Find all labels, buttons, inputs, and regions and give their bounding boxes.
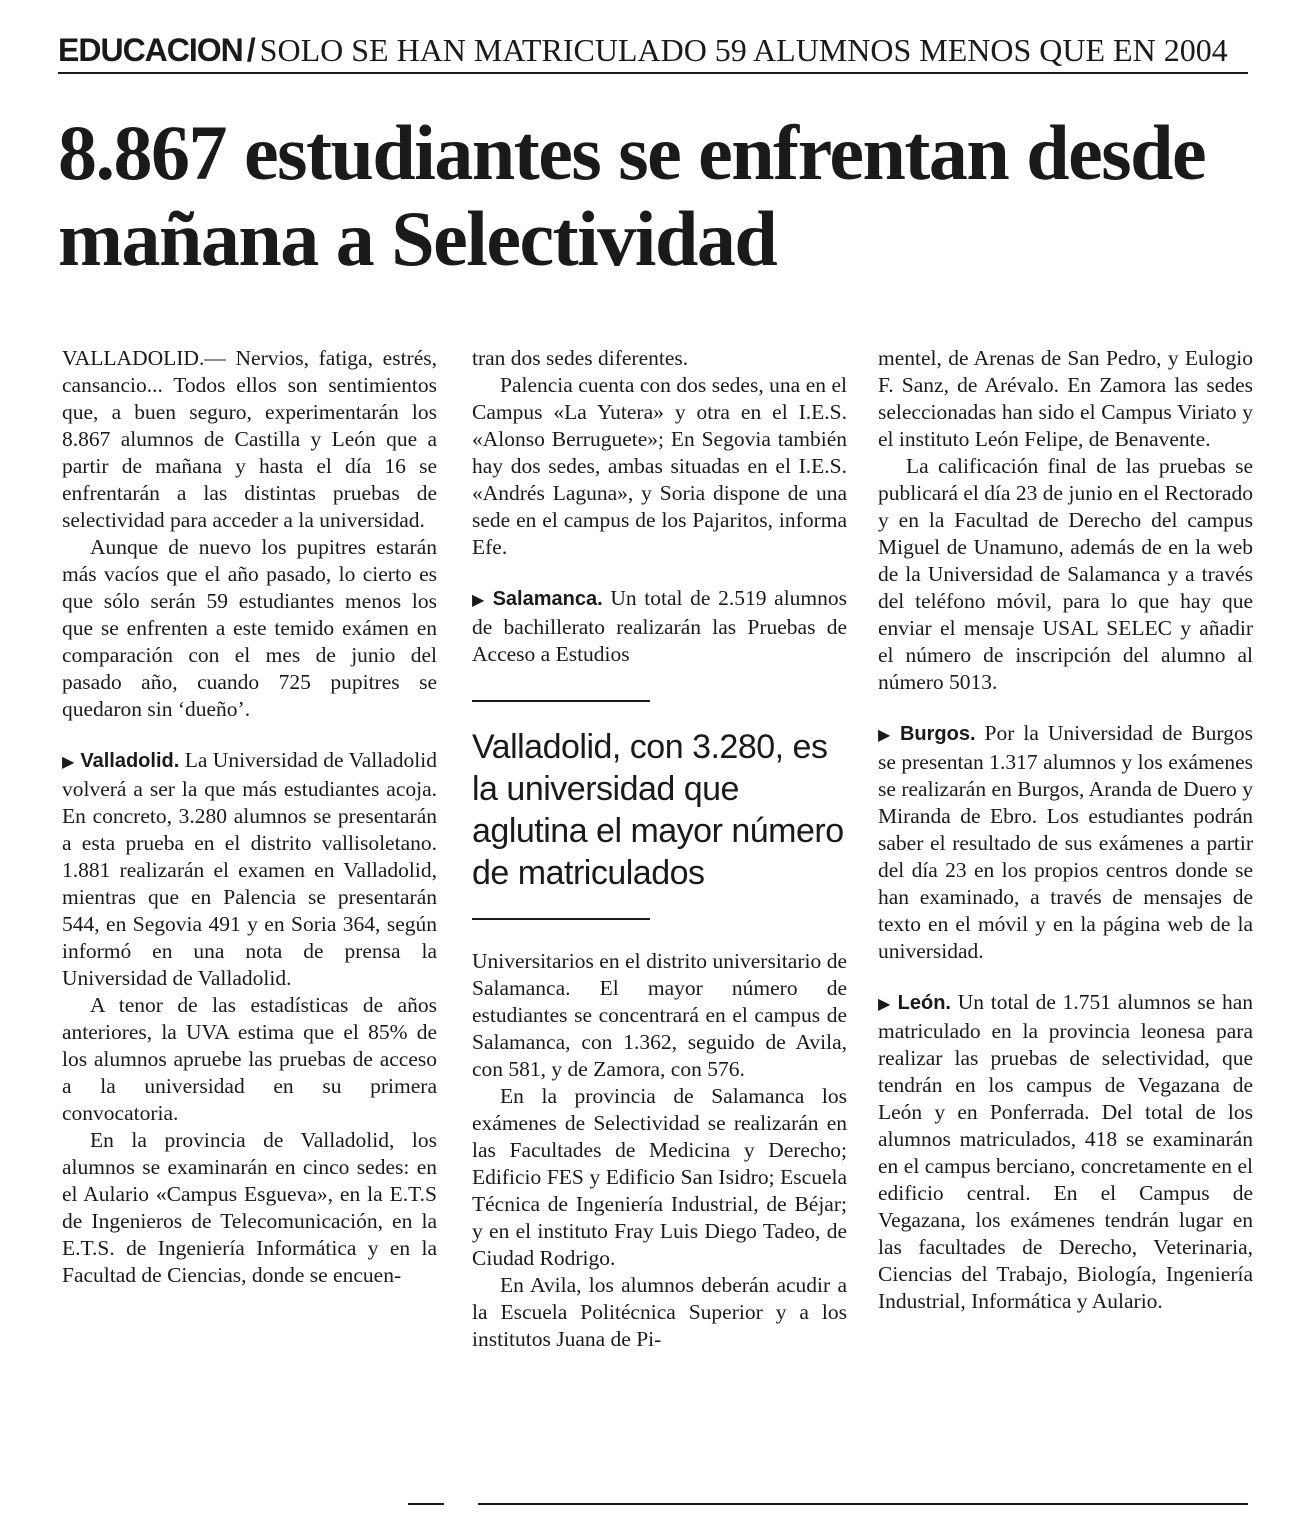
paragraph: En la provincia de Salamanca los exámenes de Selectividad se realizarán en las Facultades de Medicina y Derecho; Edificio FES y Edificio San Isidro; Escuela Técnica de Ingeniería Industrial, de Béjar; y en el instituto Fray Luis Diego Tadeo, de Ciudad Rodrigo. — [472, 1084, 847, 1270]
pullquote-top-rule — [472, 700, 650, 702]
paragraph-leon — [878, 989, 1253, 1315]
bottom-rule-left — [408, 1503, 444, 1505]
paragraph-valladolid — [62, 747, 437, 992]
subhead-valladolid: Valladolid. — [80, 750, 180, 772]
paragraph: VALLADOLID.— Nervios, fatiga, estrés, cansancio... Todos ellos son sentimientos que, a buen seguro, experimentarán los 8.867 alumnos de Castilla y León que a partir de mañana y hasta el día 16 se enfrentarán a las distintas pruebas de selectividad para acceder a la universidad. — [62, 346, 437, 532]
kicker — [58, 30, 1248, 74]
play-triangle-icon: ▶ — [472, 592, 487, 609]
column-3 — [878, 345, 1253, 1315]
pullquote: Valladolid, con 3.280, es la universidad que aglutina el mayor número de matriculados — [472, 728, 844, 892]
paragraph-text: Un total de 2.519 alumnos de bachillerato realizarán las Pruebas de Acceso a Estudios — [472, 586, 848, 666]
paragraph: En Avila, los alumnos deberán acudir a la Escuela Politécnica Superior y a los institutos Juana de Pi- — [472, 1273, 847, 1351]
kicker-subtitle: SOLO SE HAN MATRICULADO 59 ALUMNOS MENOS QUE EN 2004 — [259, 32, 1228, 68]
column-2 — [472, 345, 847, 1353]
subhead-burgos: Burgos. — [899, 723, 976, 745]
paragraph-burgos — [878, 720, 1253, 965]
subhead-salamanca: Salamanca. — [492, 588, 603, 610]
paragraph: Palencia cuenta con dos sedes, una en el Campus «La Yutera» y otra en el I.E.S. «Alonso Berruguete»; En Segovia también hay dos sedes, ambas situadas en el I.E.S. «Andrés Laguna», y Soria dispone de una sede en el campus de los Pajaritos, informa Efe. — [472, 373, 847, 559]
play-triangle-icon: ▶ — [878, 996, 892, 1013]
paragraph-text: La Universidad de Valladolid volverá a ser la que más estudiantes acoja. En concreto, 3.280 alumnos se presentarán a esta prueba en el distrito vallisoletano. 1.881 realizarán el examen en Valladolid, mientras que en Palencia se presentarán 544, en Segovia 491 y en Soria 364, según informó en una nota de prensa la Universidad de Valladolid. — [62, 748, 437, 990]
column-1 — [62, 345, 437, 1289]
paragraph: La calificación final de las pruebas se publicará el día 23 de junio en el Rectorado y en la Facultad de Derecho del campus Miguel de Unamuno, además de en la web de la Universidad de Salamanca y a través del teléfono móvil, para lo que hay que enviar el mensaje USAL SELEC y añadir el número de inscripción del alumno al número 5013. — [878, 454, 1253, 694]
section-label: EDUCACION — [58, 32, 243, 68]
kicker-slash: / — [246, 32, 256, 68]
play-triangle-icon: ▶ — [62, 754, 75, 771]
paragraph: Universitarios en el distrito universitario de Salamanca. El mayor número de estudiantes se concentrará en el campus de Salamanca, con 1.362, seguido de Avila, con 581, y de Zamora, con 576. — [472, 949, 847, 1081]
paragraph: A tenor de las estadísticas de años anteriores, la UVA estima que el 85% de los alumnos apruebe las pruebas de acceso a la universidad en su primera convocatoria. — [62, 993, 437, 1125]
paragraph-salamanca — [472, 585, 847, 668]
paragraph: mentel, de Arenas de San Pedro, y Eulogio F. Sanz, de Arévalo. En Zamora las sedes seleccionadas han sido el Campus Viriato y el instituto León Felipe, de Benavente. — [878, 346, 1253, 451]
play-triangle-icon: ▶ — [878, 727, 894, 744]
paragraph: Aunque de nuevo los pupitres estarán más vacíos que el año pasado, lo cierto es que sólo serán 59 estudiantes menos los que se enfrenten a este temido exámen en comparación con el mes de junio del pasado año, cuando 725 pupitres se quedaron sin ‘dueño’. — [62, 535, 437, 721]
paragraph-text: Un total de 1.751 alumnos se han matriculado en la provincia leonesa para realizar las pruebas de selectividad, que tendrán en los campus de Vegazana de León y en Ponferrada. Del total de los alumnos matriculados, 418 se examinarán en el campus berciano, concretamente en el edificio central. En el Campus de Vegazana, los exámenes tendrán lugar en las facultades de Derecho, Veterinaria, Ciencias del Trabajo, Biología, Ingeniería Industrial, Informática y Aulario. — [878, 990, 1253, 1313]
headline: 8.867 estudiantes se enfrentan desde mañana a Selectividad — [58, 109, 1206, 282]
paragraph: tran dos sedes diferentes. — [472, 346, 689, 370]
bottom-rule-right — [478, 1503, 1248, 1505]
subhead-leon: León. — [897, 992, 951, 1014]
paragraph-text: Por la Universidad de Burgos se presentan 1.317 alumnos y los exámenes se realizarán en Burgos, Aranda de Duero y Miranda de Ebro. Los estudiantes podrán saber el resultado de sus exámenes a partir del día 23 en los propios centros donde se han examinado, a través de mensajes de texto en el móvil y en la página web de la universidad. — [878, 721, 1253, 963]
paragraph: En la provincia de Valladolid, los alumnos se examinarán en cinco sedes: en el Aulario «Campus Esgueva», en la E.T.S de Ingenieros de Telecomunicación, en la E.T.S. de Ingeniería Informática y en la Facultad de Ciencias, donde se encuen- — [62, 1128, 437, 1287]
